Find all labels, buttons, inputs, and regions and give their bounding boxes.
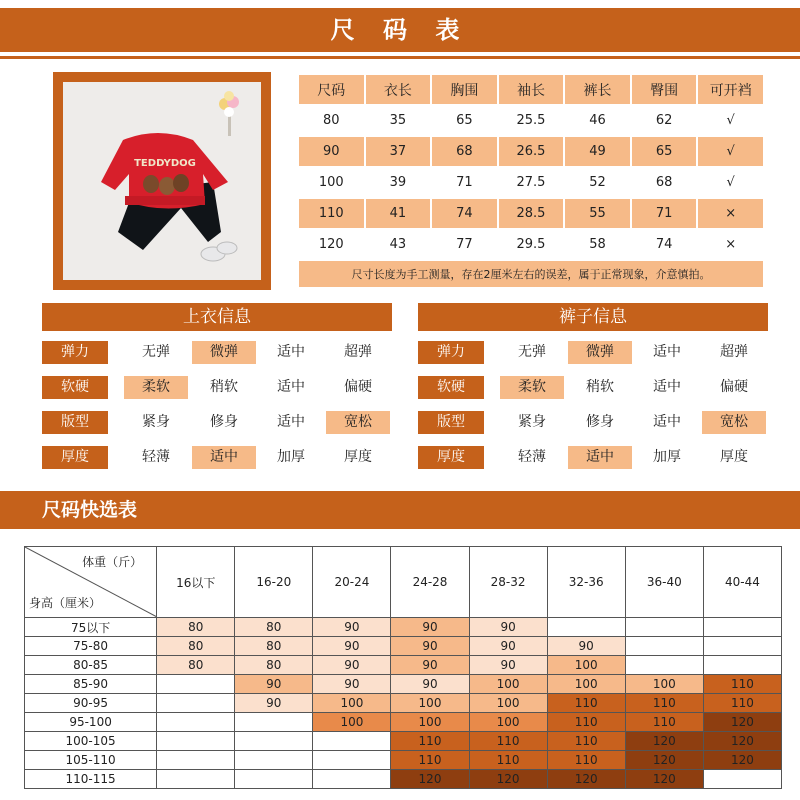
- attribute-option-selected: 微弹: [568, 341, 632, 364]
- size-cell: 65: [431, 105, 498, 136]
- product-photo-frame: [53, 72, 271, 290]
- recommended-size-cell: 90: [547, 637, 625, 656]
- size-cell: 55: [564, 198, 631, 229]
- pants-info-title: 裤子信息: [418, 303, 768, 331]
- attribute-option: 稍软: [210, 379, 238, 395]
- recommended-size-cell: 100: [391, 694, 469, 713]
- size-table: [297, 73, 765, 289]
- attribute-option: 厚度: [344, 449, 372, 465]
- attribute-label: 厚度: [418, 446, 484, 469]
- recommended-size-cell: [703, 618, 781, 637]
- size-column-header: 袖长: [498, 74, 565, 105]
- attribute-option: 偏硬: [344, 379, 372, 395]
- weight-column-header: 36-40: [625, 547, 703, 618]
- recommended-size-cell: 110: [469, 751, 547, 770]
- recommended-size-cell: 90: [313, 637, 391, 656]
- attribute-option: 加厚: [653, 449, 681, 465]
- size-row: [298, 229, 764, 260]
- size-cell: 71: [431, 167, 498, 198]
- recommended-size-cell: [235, 732, 313, 751]
- size-cell: 90: [298, 136, 365, 167]
- page-title: 尺 码 表: [330, 16, 470, 44]
- recommended-size-cell: 90: [235, 675, 313, 694]
- size-cell: 80: [298, 105, 365, 136]
- recommended-size-cell: 90: [313, 618, 391, 637]
- size-cell: 110: [298, 198, 365, 229]
- recommended-size-cell: 110: [703, 694, 781, 713]
- attribute-option: 适中: [277, 414, 305, 430]
- attribute-option: 适中: [653, 344, 681, 360]
- size-cell: 68: [431, 136, 498, 167]
- recommended-size-cell: [703, 637, 781, 656]
- recommended-size-cell: 100: [469, 694, 547, 713]
- recommended-size-cell: [313, 751, 391, 770]
- height-row-header: 105-110: [25, 751, 157, 770]
- quick-row: [25, 675, 782, 694]
- attribute-option: 厚度: [720, 449, 748, 465]
- attribute-option: 超弹: [720, 344, 748, 360]
- attribute-label: 软硬: [42, 376, 108, 399]
- height-row-header: 90-95: [25, 694, 157, 713]
- height-axis-label: 身高（厘米）: [29, 596, 102, 610]
- attribute-option: 适中: [653, 414, 681, 430]
- recommended-size-cell: 120: [547, 770, 625, 789]
- recommended-size-cell: [157, 675, 235, 694]
- size-cell: 35: [365, 105, 432, 136]
- weight-column-header: 16-20: [235, 547, 313, 618]
- attribute-option-selected: 宽松: [702, 411, 766, 434]
- recommended-size-cell: 110: [547, 713, 625, 732]
- attribute-option: 偏硬: [720, 379, 748, 395]
- recommended-size-cell: [235, 770, 313, 789]
- recommended-size-cell: 100: [391, 713, 469, 732]
- size-cell: 65: [631, 136, 698, 167]
- pants-info-panel: [418, 303, 768, 475]
- recommended-size-cell: 110: [703, 675, 781, 694]
- size-cell: 43: [365, 229, 432, 260]
- size-cell: 39: [365, 167, 432, 198]
- quick-header-row: [25, 547, 782, 618]
- divider: [0, 56, 800, 59]
- recommended-size-cell: 110: [391, 732, 469, 751]
- recommended-size-cell: [157, 751, 235, 770]
- height-row-header: 75-80: [25, 637, 157, 656]
- recommended-size-cell: [157, 732, 235, 751]
- attribute-option: 超弹: [344, 344, 372, 360]
- recommended-size-cell: 80: [235, 656, 313, 675]
- recommended-size-cell: 120: [703, 713, 781, 732]
- recommended-size-cell: 80: [157, 656, 235, 675]
- quick-row: [25, 637, 782, 656]
- quick-row: [25, 713, 782, 732]
- recommended-size-cell: 80: [235, 637, 313, 656]
- recommended-size-cell: [703, 656, 781, 675]
- size-cell: √: [697, 136, 764, 167]
- corner-cell: [25, 547, 157, 618]
- attribute-option-selected: 柔软: [500, 376, 564, 399]
- recommended-size-cell: [625, 637, 703, 656]
- recommended-size-cell: 90: [313, 675, 391, 694]
- recommended-size-cell: 100: [469, 675, 547, 694]
- weight-column-header: 32-36: [547, 547, 625, 618]
- recommended-size-cell: 90: [391, 637, 469, 656]
- recommended-size-cell: 110: [469, 732, 547, 751]
- attribute-option: 轻薄: [518, 449, 546, 465]
- attribute-label: 版型: [418, 411, 484, 434]
- recommended-size-cell: 80: [157, 618, 235, 637]
- quick-row: [25, 751, 782, 770]
- quick-select-table: [24, 546, 782, 789]
- attribute-row: [42, 405, 392, 440]
- recommended-size-cell: 100: [313, 694, 391, 713]
- recommended-size-cell: 120: [625, 751, 703, 770]
- recommended-size-cell: [157, 713, 235, 732]
- size-cell: ×: [697, 229, 764, 260]
- attribute-option-selected: 宽松: [326, 411, 390, 434]
- size-column-header: 胸围: [431, 74, 498, 105]
- size-cell: ×: [697, 198, 764, 229]
- recommended-size-cell: 100: [625, 675, 703, 694]
- size-note-row: [298, 260, 764, 288]
- size-column-header: 尺码: [298, 74, 365, 105]
- product-photo: [63, 82, 261, 280]
- measurement-note: 尺寸长度为手工测量，存在2厘米左右的误差，属于正常现象，介意慎拍。: [298, 260, 764, 288]
- recommended-size-cell: [625, 656, 703, 675]
- recommended-size-cell: 120: [625, 732, 703, 751]
- recommended-size-cell: [625, 618, 703, 637]
- quick-select-banner: [0, 491, 800, 529]
- size-cell: 74: [431, 198, 498, 229]
- recommended-size-cell: 90: [469, 637, 547, 656]
- size-column-header: 衣长: [365, 74, 432, 105]
- attribute-option: 稍软: [586, 379, 614, 395]
- size-column-header: 可开裆: [697, 74, 764, 105]
- attribute-option: 适中: [653, 379, 681, 395]
- attribute-label: 弹力: [42, 341, 108, 364]
- size-row: [298, 167, 764, 198]
- recommended-size-cell: 90: [469, 656, 547, 675]
- recommended-size-cell: [235, 751, 313, 770]
- height-row-header: 85-90: [25, 675, 157, 694]
- quick-row: [25, 694, 782, 713]
- recommended-size-cell: 90: [469, 618, 547, 637]
- size-cell: 77: [431, 229, 498, 260]
- attribute-label: 版型: [42, 411, 108, 434]
- recommended-size-cell: [547, 618, 625, 637]
- size-cell: 25.5: [498, 105, 565, 136]
- size-column-header: 臀围: [631, 74, 698, 105]
- attribute-option: 无弹: [518, 344, 546, 360]
- attribute-row: [418, 440, 768, 475]
- product-illustration: [63, 82, 261, 280]
- size-cell: 41: [365, 198, 432, 229]
- recommended-size-cell: 80: [157, 637, 235, 656]
- attribute-option: 适中: [277, 344, 305, 360]
- weight-column-header: 24-28: [391, 547, 469, 618]
- top-info-title: 上衣信息: [42, 303, 392, 331]
- title-banner: [0, 8, 800, 52]
- quick-select-title: 尺码快选表: [42, 499, 138, 521]
- weight-axis-label: 体重（斤）: [82, 555, 143, 569]
- attribute-label: 厚度: [42, 446, 108, 469]
- recommended-size-cell: [157, 694, 235, 713]
- recommended-size-cell: 90: [235, 694, 313, 713]
- attribute-row: [418, 405, 768, 440]
- height-row-header: 100-105: [25, 732, 157, 751]
- attribute-option: 紧身: [518, 414, 546, 430]
- recommended-size-cell: 80: [235, 618, 313, 637]
- recommended-size-cell: 90: [391, 656, 469, 675]
- size-cell: 71: [631, 198, 698, 229]
- quick-row: [25, 732, 782, 751]
- size-cell: 49: [564, 136, 631, 167]
- size-cell: 27.5: [498, 167, 565, 198]
- size-cell: √: [697, 167, 764, 198]
- attribute-row: [418, 335, 768, 370]
- recommended-size-cell: 110: [625, 713, 703, 732]
- recommended-size-cell: 110: [547, 751, 625, 770]
- size-column-header: 裤长: [564, 74, 631, 105]
- attribute-row: [418, 370, 768, 405]
- recommended-size-cell: 110: [547, 694, 625, 713]
- attribute-option-selected: 柔软: [124, 376, 188, 399]
- recommended-size-cell: 100: [547, 656, 625, 675]
- height-row-header: 95-100: [25, 713, 157, 732]
- recommended-size-cell: 120: [703, 732, 781, 751]
- attribute-option: 适中: [277, 379, 305, 395]
- recommended-size-cell: [157, 770, 235, 789]
- attribute-option: 修身: [586, 414, 614, 430]
- weight-column-header: 40-44: [703, 547, 781, 618]
- attribute-option: 轻薄: [142, 449, 170, 465]
- attribute-option-selected: 适中: [568, 446, 632, 469]
- quick-row: [25, 770, 782, 789]
- attribute-option: 加厚: [277, 449, 305, 465]
- size-row: [298, 198, 764, 229]
- recommended-size-cell: 100: [469, 713, 547, 732]
- quick-row: [25, 656, 782, 675]
- top-info-panel: [42, 303, 392, 475]
- height-row-header: 80-85: [25, 656, 157, 675]
- size-cell: √: [697, 105, 764, 136]
- attribute-label: 弹力: [418, 341, 484, 364]
- size-cell: 28.5: [498, 198, 565, 229]
- recommended-size-cell: 100: [547, 675, 625, 694]
- recommended-size-cell: 90: [313, 656, 391, 675]
- weight-column-header: 28-32: [469, 547, 547, 618]
- attribute-option: 无弹: [142, 344, 170, 360]
- attribute-label: 软硬: [418, 376, 484, 399]
- recommended-size-cell: 120: [469, 770, 547, 789]
- size-cell: 46: [564, 105, 631, 136]
- size-cell: 100: [298, 167, 365, 198]
- height-row-header: 110-115: [25, 770, 157, 789]
- size-cell: 68: [631, 167, 698, 198]
- recommended-size-cell: 110: [547, 732, 625, 751]
- attribute-option-selected: 适中: [192, 446, 256, 469]
- recommended-size-cell: [235, 713, 313, 732]
- recommended-size-cell: 110: [391, 751, 469, 770]
- garment-print: TEDDYDOG: [134, 158, 196, 169]
- size-cell: 74: [631, 229, 698, 260]
- recommended-size-cell: 100: [313, 713, 391, 732]
- attribute-row: [42, 370, 392, 405]
- size-cell: 29.5: [498, 229, 565, 260]
- height-row-header: 75以下: [25, 618, 157, 637]
- attribute-option: 修身: [210, 414, 238, 430]
- size-cell: 52: [564, 167, 631, 198]
- size-cell: 62: [631, 105, 698, 136]
- quick-row: [25, 618, 782, 637]
- recommended-size-cell: 120: [391, 770, 469, 789]
- recommended-size-cell: 90: [391, 675, 469, 694]
- size-table-header: [298, 74, 764, 105]
- recommended-size-cell: [313, 770, 391, 789]
- size-row: [298, 136, 764, 167]
- attribute-row: [42, 335, 392, 370]
- size-cell: 120: [298, 229, 365, 260]
- recommended-size-cell: 120: [703, 751, 781, 770]
- size-cell: 58: [564, 229, 631, 260]
- recommended-size-cell: [313, 732, 391, 751]
- size-cell: 37: [365, 136, 432, 167]
- attribute-option-selected: 微弹: [192, 341, 256, 364]
- attribute-option: 紧身: [142, 414, 170, 430]
- attribute-row: [42, 440, 392, 475]
- size-cell: 26.5: [498, 136, 565, 167]
- recommended-size-cell: [703, 770, 781, 789]
- recommended-size-cell: 90: [391, 618, 469, 637]
- weight-column-header: 16以下: [157, 547, 235, 618]
- weight-column-header: 20-24: [313, 547, 391, 618]
- size-row: [298, 105, 764, 136]
- recommended-size-cell: 120: [625, 770, 703, 789]
- recommended-size-cell: 110: [625, 694, 703, 713]
